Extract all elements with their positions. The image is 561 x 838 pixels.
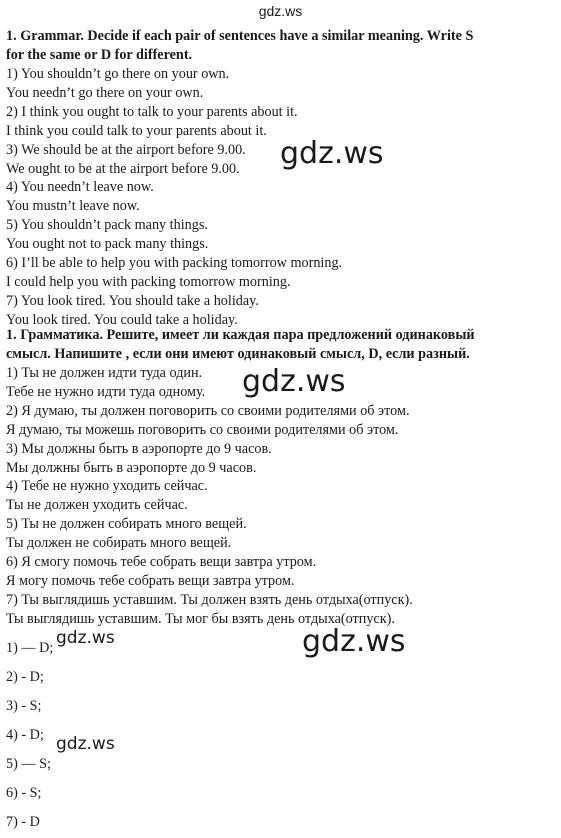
answer-6: 6) - S; — [6, 785, 42, 801]
answer-7: 7) - D — [6, 814, 40, 830]
russian-heading-line-2: смысл. Напишите , если они имеют одинаковый смысл, D, если разный. — [6, 346, 470, 362]
english-line: 2) I think you ought to talk to your parents about it. — [6, 103, 298, 120]
english-line: 7) You look tired. You should take a holiday. — [6, 292, 259, 309]
english-line: I could help you with packing tomorrow morning. — [6, 273, 291, 290]
russian-line: 5) Ты не должен собирать много вещей. — [6, 516, 247, 533]
english-line: 5) You shouldn’t pack many things. — [6, 217, 208, 234]
english-heading-line-1: 1. Grammar. Decide if each pair of sentences have a similar meaning. Write S — [6, 28, 474, 44]
russian-line: 2) Я думаю, ты должен поговорить со своими родителями об этом. — [6, 402, 410, 419]
english-line: 6) I’ll be able to help you with packing tomorrow morning. — [6, 255, 343, 272]
english-line: You look tired. You could take a holiday. — [6, 311, 238, 328]
answer-1: 1) — D; — [6, 640, 54, 656]
russian-line: 6) Я смогу помочь тебе собрать вещи завтра утром. — [6, 554, 317, 571]
russian-line: 1) Ты не должен идти туда один. — [6, 365, 203, 381]
english-line: 4) You needn’t leave now. — [6, 179, 154, 196]
english-line: You needn’t go there on your own. — [6, 84, 204, 101]
answer-5: 5) — S; — [6, 756, 51, 772]
russian-line: 4) Тебе не нужно уходить сейчас. — [6, 478, 208, 495]
russian-line: Тебе не нужно идти туда одному. — [6, 383, 206, 400]
watermark: gdz.ws — [302, 624, 406, 659]
english-task — [6, 27, 556, 330]
watermark: gdz.ws — [56, 628, 115, 648]
english-line: We ought to be at the airport before 9.00. — [6, 160, 240, 177]
russian-heading-line-1: 1. Грамматика. Решите, имеет ли каждая пара предложений одинаковый — [6, 327, 475, 343]
russian-line: Ты выглядишь уставшим. Ты мог бы взять день отдыха(отпуск). — [6, 610, 395, 627]
english-heading-line-2: for the same or D for different. — [6, 47, 193, 63]
russian-line: Ты должен не собирать много вещей. — [6, 535, 232, 552]
russian-line: Ты не должен уходить сейчас. — [6, 497, 188, 514]
answer-2: 2) - D; — [6, 669, 44, 685]
english-line: I think you could talk to your parents about it. — [6, 122, 267, 139]
english-line: You mustn’t leave now. — [6, 198, 140, 215]
russian-line: Мы должны быть в аэропорте до 9 часов. — [6, 459, 257, 476]
english-line: 1) You shouldn’t go there on your own. — [6, 66, 230, 82]
russian-line: Я думаю, ты можешь поговорить со своими родителями об этом. — [6, 421, 399, 438]
answer-3: 3) - S; — [6, 698, 42, 714]
watermark: gdz.ws — [56, 734, 115, 754]
russian-line: 3) Мы должны быть в аэропорте до 9 часов. — [6, 440, 272, 457]
english-line: 3) We should be at the airport before 9.00. — [6, 141, 246, 158]
russian-line: Я могу помочь тебе собрать вещи завтра утром. — [6, 572, 295, 589]
english-line: You ought not to pack many things. — [6, 236, 209, 253]
answer-4: 4) - D; — [6, 727, 44, 743]
site-watermark-top: gdz.ws — [258, 3, 303, 19]
watermark: gdz.ws — [280, 136, 384, 171]
russian-line: 7) Ты выглядишь уставшим. Ты должен взять день отдыха(отпуск). — [6, 591, 413, 608]
watermark: gdz.ws — [242, 364, 346, 399]
